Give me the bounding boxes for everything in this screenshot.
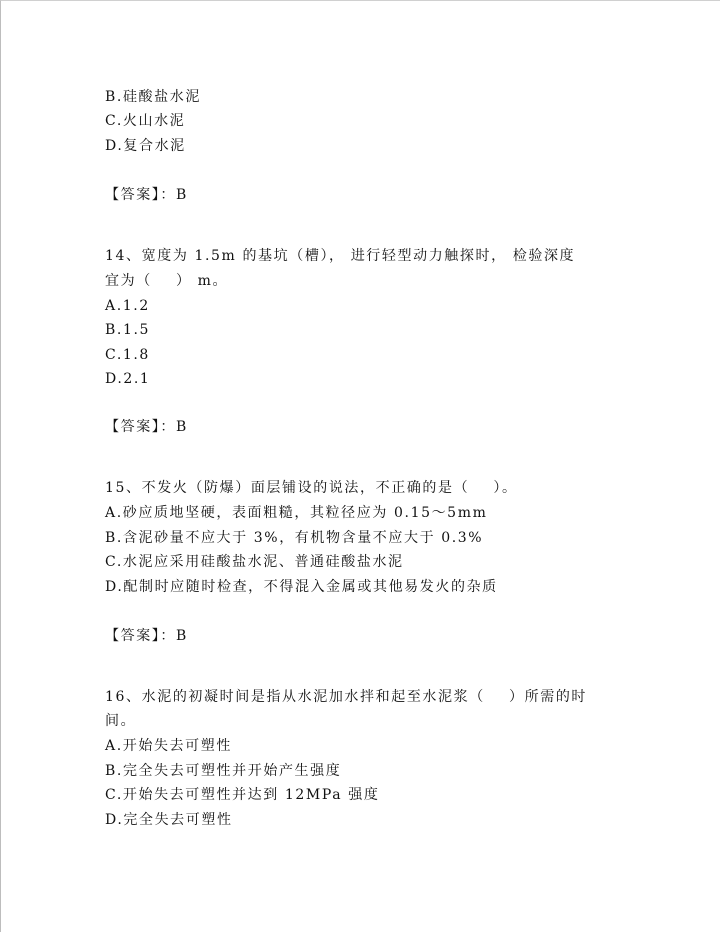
q14-option-c: C.1.8: [105, 347, 150, 363]
q14-stem-line2: 宜为（ ） m。: [105, 273, 229, 289]
q14-answer: 【答案】：B: [105, 419, 188, 435]
q15-answer: 【答案】：B: [105, 628, 188, 644]
q16-option-b: B.完全失去可塑性并开始产生强度: [105, 763, 342, 779]
q16-stem-line1: 16、水泥的初凝时间是指从水泥加水拌和起至水泥浆（ ）所需的时: [105, 689, 588, 705]
prev-option-b: B.硅酸盐水泥: [105, 89, 201, 105]
q14-option-a: A.1.2: [105, 298, 150, 314]
q16-stem-line2: 间。: [105, 713, 137, 729]
q16-option-c: C.开始失去可塑性并达到 12MPa 强度: [105, 787, 380, 803]
prev-option-c: C.火山水泥: [105, 113, 186, 129]
q15-option-c: C.水泥应采用硅酸盐水泥、普通硅酸盐水泥: [105, 554, 404, 570]
q14-option-d: D.2.1: [105, 371, 151, 387]
q15-option-d: D.配制时应随时检查，不得混入金属或其他易发火的杂质: [105, 579, 498, 595]
q14-option-b: B.1.5: [105, 322, 151, 338]
q16-option-a: A.开始失去可塑性: [105, 738, 232, 754]
q15-stem: 15、不发火（防爆）面层铺设的说法，不正确的是（ ）。: [105, 480, 518, 496]
prev-option-d: D.复合水泥: [105, 138, 186, 154]
q14-stem-line1: 14、宽度为 1.5m 的基坑（槽）， 进行轻型动力触探时， 检验深度: [105, 248, 576, 264]
q15-option-b: B.含泥砂量不应大于 3%，有机物含量不应大于 0.3%: [105, 530, 484, 546]
q16-option-d: D.完全失去可塑性: [105, 812, 233, 828]
q15-option-a: A.砂应质地坚硬，表面粗糙，其粒径应为 0.15～5mm: [105, 505, 488, 521]
prev-answer: 【答案】：B: [105, 187, 188, 203]
